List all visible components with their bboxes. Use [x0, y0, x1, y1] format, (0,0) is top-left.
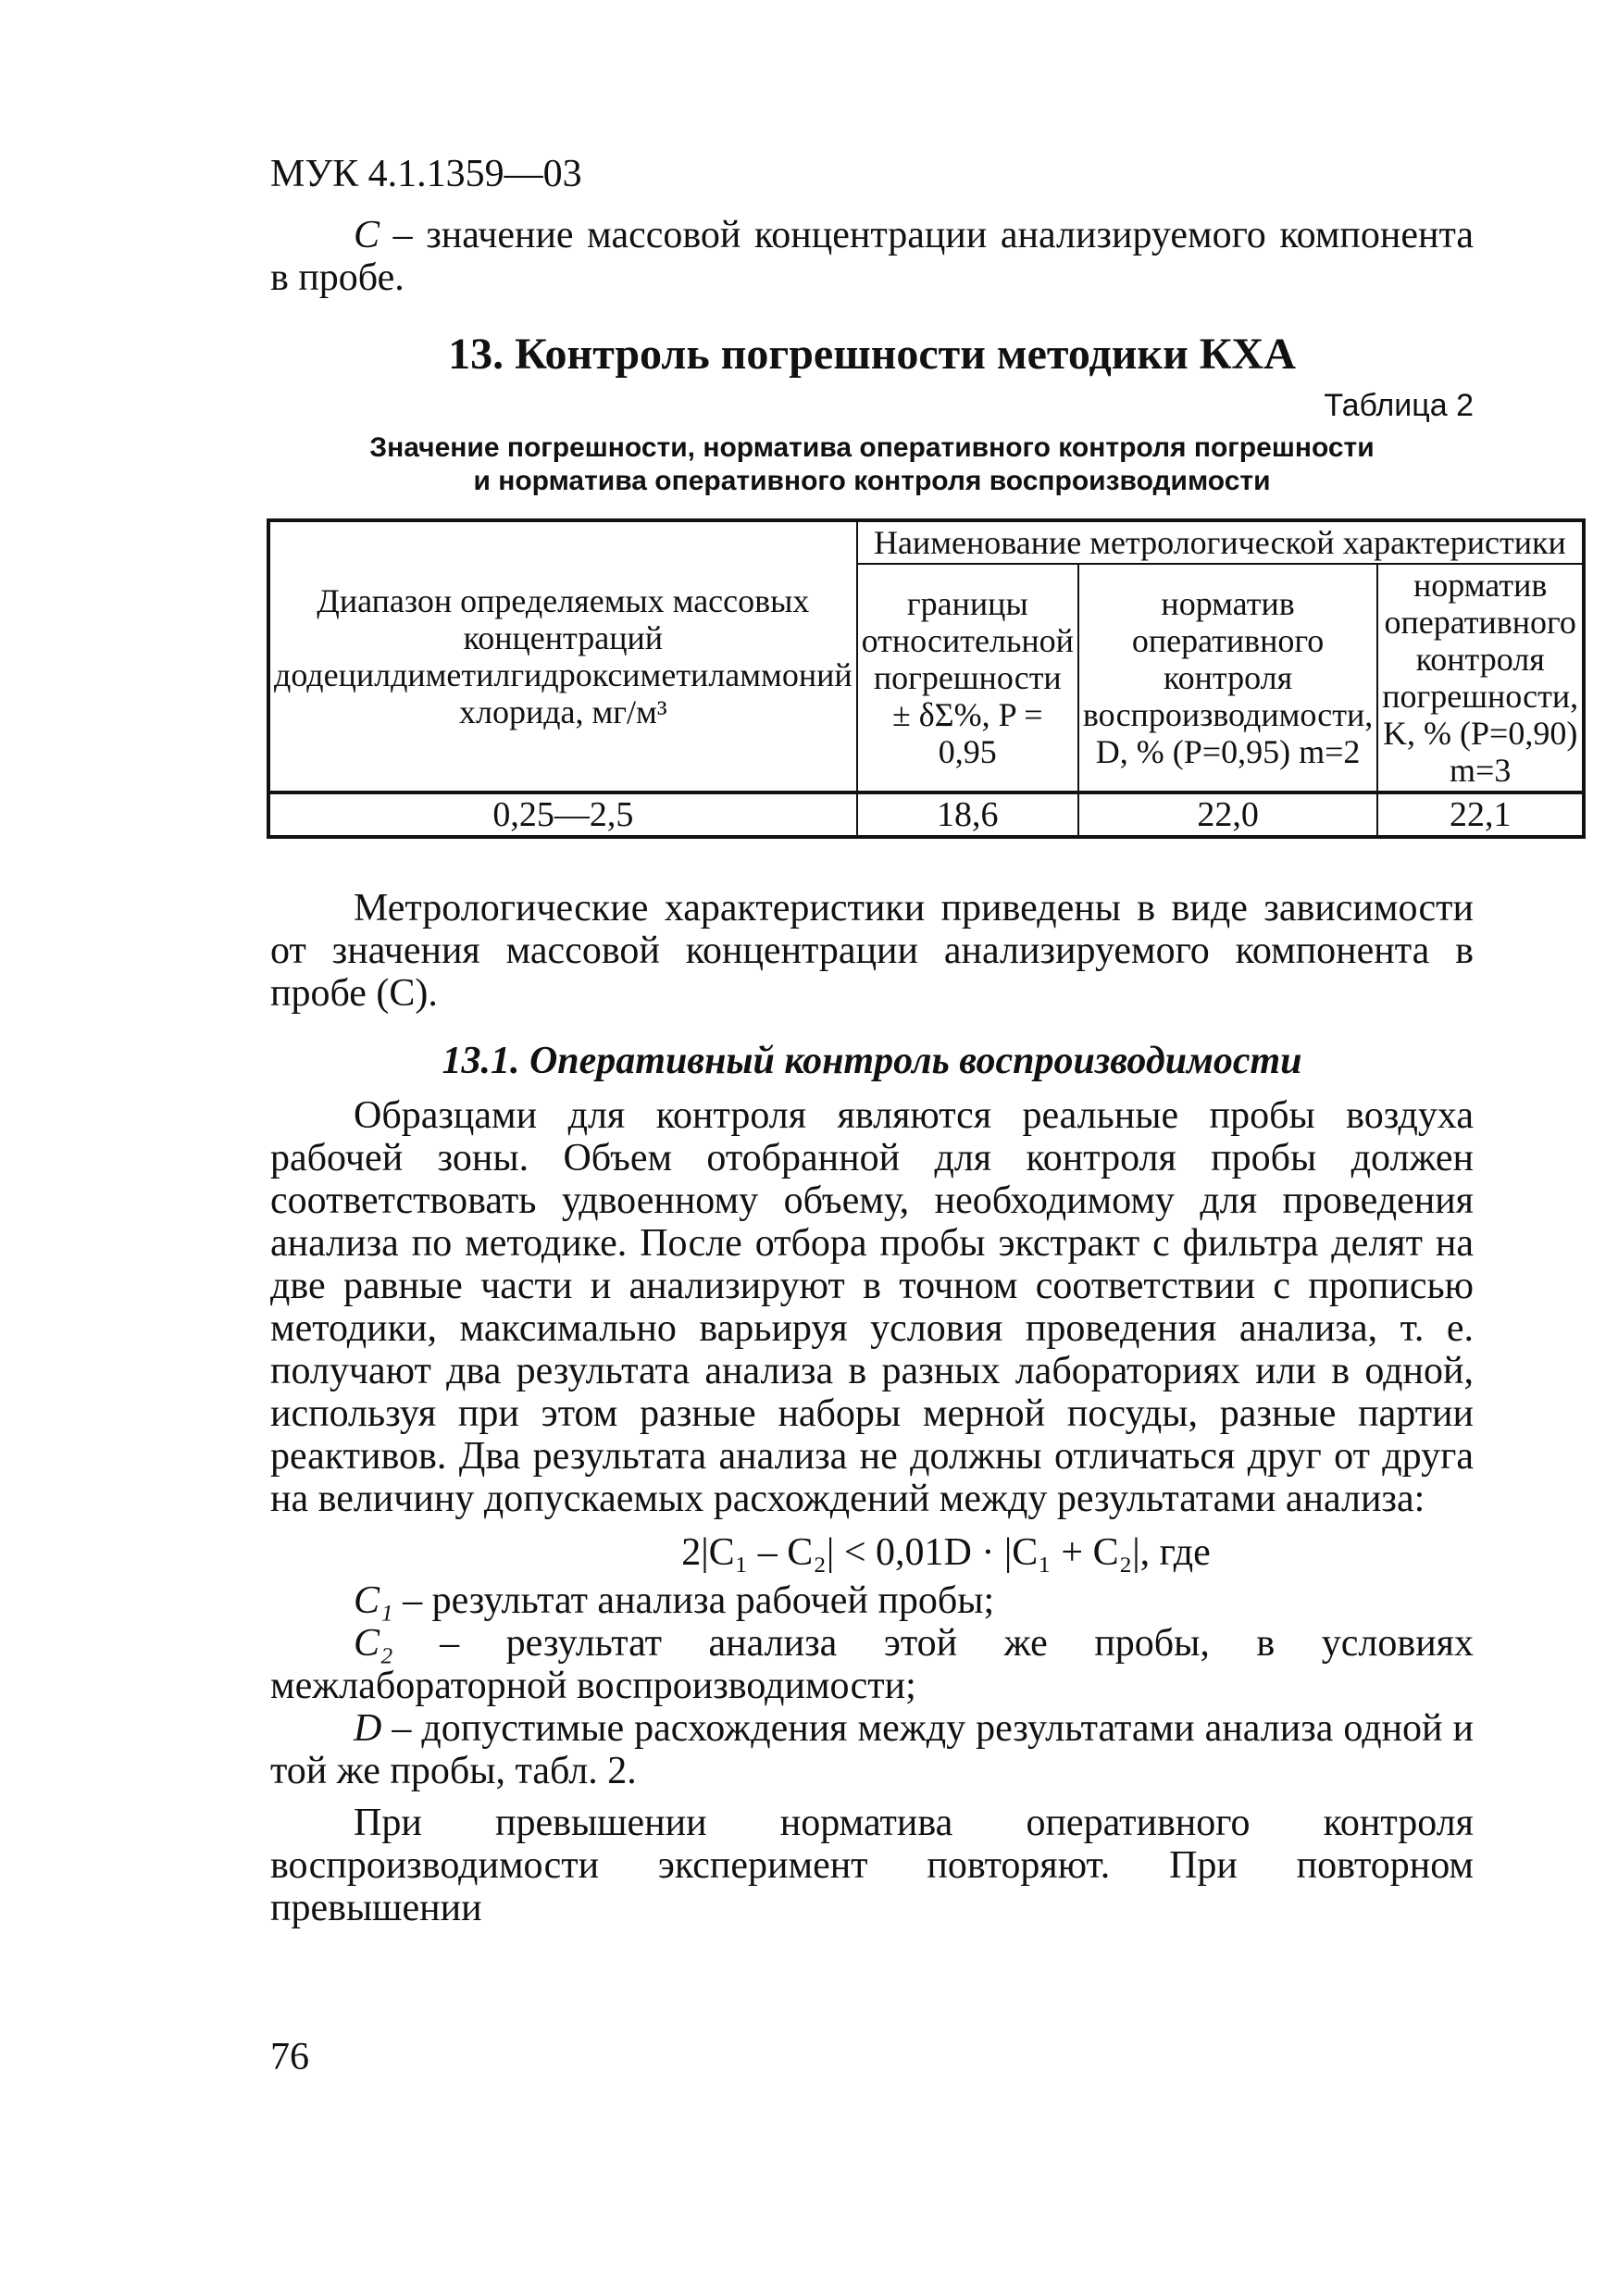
- table-label: Таблица 2: [1324, 388, 1474, 423]
- col-error-control-header: норматив оперативного контроля погрешности, K, % (P=0,90) m=3: [1377, 564, 1584, 792]
- c2-symbol: C₂: [354, 1622, 393, 1665]
- c-definition: – значение массовой концентрации анализируемого компонента в пробе.: [270, 214, 1474, 299]
- subsection-title: 13.1. Оперативный контроль воспроизводимости: [442, 1040, 1302, 1082]
- definition-c1: [270, 1579, 1474, 1622]
- table-caption-line-2: и норматива оперативного контроля воспроизводимости: [473, 466, 1271, 496]
- definition-c2: [270, 1622, 1474, 1707]
- range-header-cell: Диапазон определяемых массовых концентраций додецилдиметилгидроксиметиламмоний хлорида, мг/м³: [268, 520, 857, 792]
- d-definition: – допустимые расхождения между результатами анализа одной и той же пробы, табл. 2.: [270, 1707, 1474, 1792]
- document-id: МУК 4.1.1359—03: [270, 153, 582, 195]
- group-header-cell: Наименование метрологической характеристики: [857, 520, 1585, 564]
- cell-range: 0,25—2,5: [268, 792, 857, 837]
- table-header-row-1: [268, 520, 1584, 564]
- cell-reproducibility: 22,0: [1078, 792, 1377, 837]
- page-number: 76: [270, 2036, 309, 2078]
- definition-d: [270, 1707, 1474, 1792]
- c-symbol: C: [354, 214, 380, 256]
- cell-error-control: 22,1: [1377, 792, 1584, 837]
- col-reproducibility-header: норматив оперативного контроля воспроизводимости, D, % (P=0,95) m=2: [1078, 564, 1377, 792]
- reproducibility-formula: 2|C₁ – C₂| < 0,01D · |C₁ + C₂|, где: [681, 1531, 1211, 1574]
- paragraph-final: При превышении норматива оперативного контроля воспроизводимости эксперимент повторяют. При повторном превышении: [270, 1802, 1474, 1929]
- col-relative-error-header: границы относительной погрешности ± δΣ%, P = 0,95: [857, 564, 1078, 792]
- table-row: [268, 792, 1584, 837]
- paragraph-metrology-note: Метрологические характеристики приведены в виде зависимости от значения массовой концентрации анализируемого компонента в пробе (C).: [270, 887, 1474, 1015]
- c2-definition: – результат анализа этой же пробы, в условиях межлабораторной воспроизводимости;: [270, 1622, 1474, 1707]
- document-page: [270, 153, 1579, 1929]
- section-title: 13. Контроль погрешности методики КХА: [448, 330, 1296, 379]
- d-symbol: D: [354, 1707, 382, 1750]
- cell-relative-error: 18,6: [857, 792, 1078, 837]
- c1-definition: – результат анализа рабочей пробы;: [392, 1579, 995, 1622]
- intro-paragraph: [270, 214, 1474, 299]
- table-caption-line-1: Значение погрешности, норматива оперативного контроля погрешности: [369, 432, 1375, 463]
- metrology-table: [267, 518, 1586, 839]
- c1-symbol: C₁: [354, 1579, 393, 1622]
- paragraph-control-procedure: Образцами для контроля являются реальные пробы воздуха рабочей зоны. Объем отобранной для контроля пробы должен соответствовать удвоенному объему, необходимому для проведения анализа по методике. После отбора пробы экстракт с фильтра делят на две равные части и анализируют в точном соответствии с прописью методики, максимально варьируя условия проведения анализа, т. е. получают два результата анализа в разных лабораториях или в одной, используя при этом разные наборы мерной посуды, разные партии реактивов. Два результата анализа не должны отличаться друг от друга на величину допускаемых расхождений между результатами анализа:: [270, 1094, 1474, 1520]
